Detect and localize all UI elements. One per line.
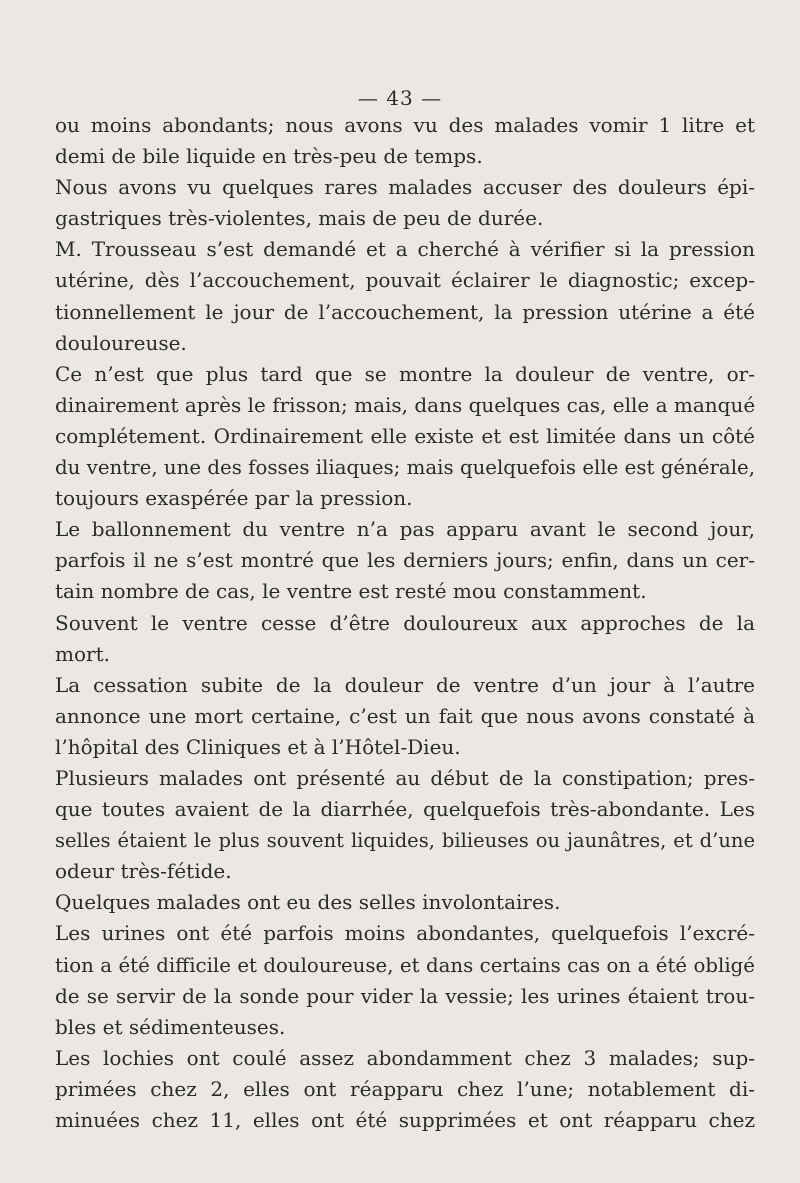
text-line: minuées chez 11, elles ont été supprimées et ont réapparu chez [55,1108,755,1132]
text-line: complétement. Ordinairement elle existe et est limitée dans un côté [55,423,755,448]
text-line: selles étaient le plus souvent liquides, bilieuses ou jaunâtres, et d’une [55,829,755,853]
text-line: Nous avons vu quelques rares malades accuser des douleurs épi- [55,175,755,200]
text-line: l’hôpital des Cliniques et à l’Hôtel-Dieu. [55,734,461,759]
text-line: primées chez 2, elles ont réapparu chez l’une; notablement di- [55,1076,755,1101]
text-line: douloureuse. [55,330,187,355]
text-line: odeur très-fétide. [55,859,232,884]
text-line: La cessation subite de la douleur de ventre d’un jour à l’autre [55,672,755,697]
body-text [55,110,755,1136]
text-line: Quelques malades ont eu des selles involontaires. [55,890,561,915]
text-line: utérine, dès l’accouchement, pouvait éclairer le diagnostic; excep- [55,268,755,293]
text-line: parfois il ne s’est montré que les derniers jours; enfin, dans un cer- [55,548,755,573]
text-line: ou moins abondants; nous avons vu des malades vomir 1 litre et [55,113,755,137]
text-line: Les urines ont été parfois moins abondantes, quelquefois l’excré- [55,921,755,946]
text-line: tion a été difficile et douloureuse, et dans certains cas on a été obligé [55,953,755,977]
text-line: Les lochies ont coulé assez abondamment chez 3 malades; sup- [55,1045,755,1070]
text-line: bles et sédimenteuses. [55,1014,286,1039]
text-line: M. Trousseau s’est demandé et a cherché à vérifier si la pression [55,237,755,262]
text-line: Souvent le ventre cesse d’être douloureux aux approches de la [55,610,755,635]
text-line: gastriques très-violentes, mais de peu de durée. [55,206,544,231]
text-line: du ventre, une des fosses iliaques; mais quelquefois elle est générale, [55,456,755,480]
page-number: — 43 — [357,86,443,110]
text-line: annonce une mort certaine, c’est un fait que nous avons constaté à [55,703,755,728]
text-line: Plusieurs malades ont présenté au début de la constipation; pres- [55,765,755,790]
text-line: de se servir de la sonde pour vider la vessie; les urines étaient trou- [55,983,755,1008]
text-line: mort. [55,641,110,666]
text-line: Ce n’est que plus tard que se montre la douleur de ventre, or- [55,361,755,386]
text-line: tionnellement le jour de l’accouchement, la pression utérine a été [55,299,755,324]
text-line: toujours exaspérée par la pression. [55,486,413,511]
text-line: dinairement après le frisson; mais, dans quelques cas, elle a manqué [55,392,756,417]
text-line: Le ballonnement du ventre n’a pas apparu avant le second jour, [55,517,755,542]
text-line: demi de bile liquide en très-peu de temps. [55,144,483,169]
text-line: tain nombre de cas, le ventre est resté mou constamment. [55,579,647,604]
text-line: que toutes avaient de la diarrhée, quelquefois très-abondante. Les [55,797,755,822]
